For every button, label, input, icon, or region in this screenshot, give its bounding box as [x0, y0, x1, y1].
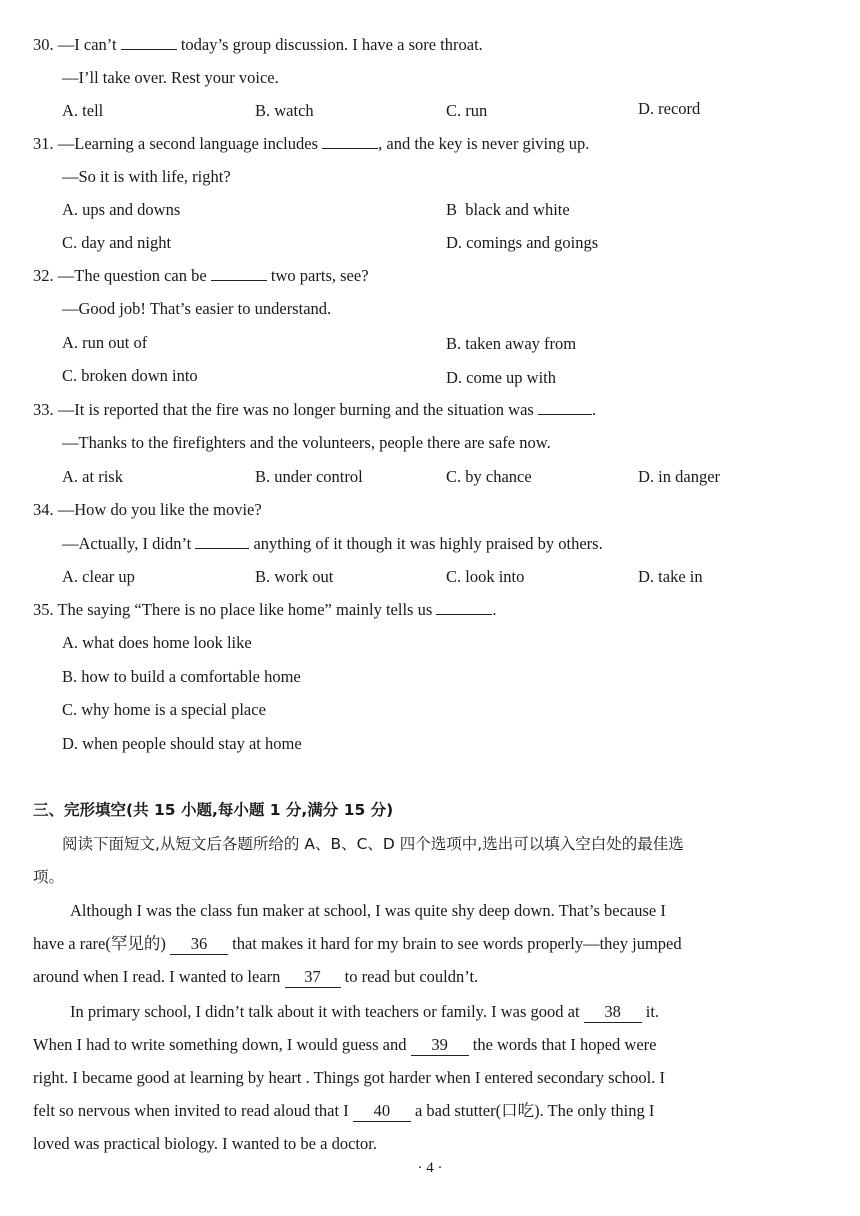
passage-line: have a rare(罕见的) 36 that makes it hard for my brain to see words properly—they jumped	[33, 934, 682, 953]
option-a: A. tell	[62, 101, 104, 120]
cloze-blank-38: 38	[584, 1002, 642, 1023]
option-b: B. watch	[255, 101, 314, 120]
question-35-stem: 35. The saying “There is no place like home” mainly tells us .	[33, 600, 497, 619]
passage-line: In primary school, I didn’t talk about it with teachers or family. I was good at 38 it.	[70, 1002, 660, 1021]
question-34-reply: —Actually, I didn’t anything of it though it was highly praised by others.	[62, 534, 603, 553]
option-b: B. how to build a comfortable home	[62, 667, 301, 686]
passage-line: loved was practical biology. I wanted to be a doctor.	[33, 1134, 377, 1153]
question-31-stem: 31. —Learning a second language includes , and the key is never giving up.	[33, 134, 590, 153]
cloze-blank-39: 39	[411, 1035, 469, 1056]
answer-blank	[538, 414, 592, 415]
option-c: C. by chance	[446, 467, 532, 486]
option-d: D. record	[638, 99, 701, 118]
option-d: D. come up with	[446, 368, 556, 387]
passage-line: right. I became good at learning by heart . Things got harder when I entered secondary school. I	[33, 1068, 665, 1087]
option-c: C. broken down into	[62, 366, 198, 385]
answer-blank	[121, 49, 177, 50]
option-a: A. clear up	[62, 567, 135, 586]
option-a: A. ups and downs	[62, 200, 181, 219]
cloze-blank-37: 37	[285, 967, 341, 988]
question-32-stem: 32. —The question can be two parts, see?	[33, 266, 369, 285]
answer-blank	[195, 548, 249, 549]
cloze-blank-36: 36	[170, 934, 228, 955]
question-32-reply: —Good job! That’s easier to understand.	[62, 299, 332, 318]
option-a: A. run out of	[62, 333, 148, 352]
option-a: A. what does home look like	[62, 633, 252, 652]
option-c: C. why home is a special place	[62, 700, 266, 719]
cloze-blank-40: 40	[353, 1101, 411, 1122]
option-d: D. take in	[638, 567, 703, 586]
option-a: A. at risk	[62, 467, 123, 486]
question-31-reply: —So it is with life, right?	[62, 167, 231, 186]
option-c: C. run	[446, 101, 488, 120]
option-b: B. work out	[255, 567, 334, 586]
option-d: D. comings and goings	[446, 233, 599, 252]
option-d: D. in danger	[638, 467, 721, 486]
option-c: C. day and night	[62, 233, 172, 252]
question-34-stem: 34. —How do you like the movie?	[33, 500, 262, 519]
question-30-stem: 30. —I can’t today’s group discussion. I have a sore throat.	[33, 35, 483, 54]
option-b: B black and white	[446, 200, 570, 219]
question-33-reply: —Thanks to the firefighters and the volunteers, people there are safe now.	[62, 433, 551, 452]
section-heading: 三、完形填空(共 15 小题,每小题 1 分,满分 15 分)	[33, 801, 394, 819]
page-number: · 4 ·	[417, 1160, 443, 1176]
question-30-reply: —I’ll take over. Rest your voice.	[62, 68, 279, 87]
option-b: B. taken away from	[446, 334, 577, 353]
passage-line: Although I was the class fun maker at school, I was quite shy deep down. That’s because I	[70, 901, 666, 920]
passage-line: When I had to write something down, I would guess and 39 the words that I hoped were	[33, 1035, 657, 1054]
passage-line: felt so nervous when invited to read aloud that I 40 a bad stutter(口吃). The only thing I	[33, 1101, 655, 1120]
answer-blank	[211, 280, 267, 281]
section-instructions: 阅读下面短文,从短文后各题所给的 A、B、C、D 四个选项中,选出可以填入空白处的最佳选	[62, 835, 684, 853]
question-33-stem: 33. —It is reported that the fire was no longer burning and the situation was .	[33, 400, 597, 419]
option-d: D. when people should stay at home	[62, 734, 302, 753]
section-instructions-cont: 项。	[33, 868, 65, 886]
option-c: C. look into	[446, 567, 525, 586]
passage-line: around when I read. I wanted to learn 37 to read but couldn’t.	[33, 967, 479, 986]
option-b: B. under control	[255, 467, 363, 486]
answer-blank	[436, 614, 492, 615]
answer-blank	[322, 148, 378, 149]
